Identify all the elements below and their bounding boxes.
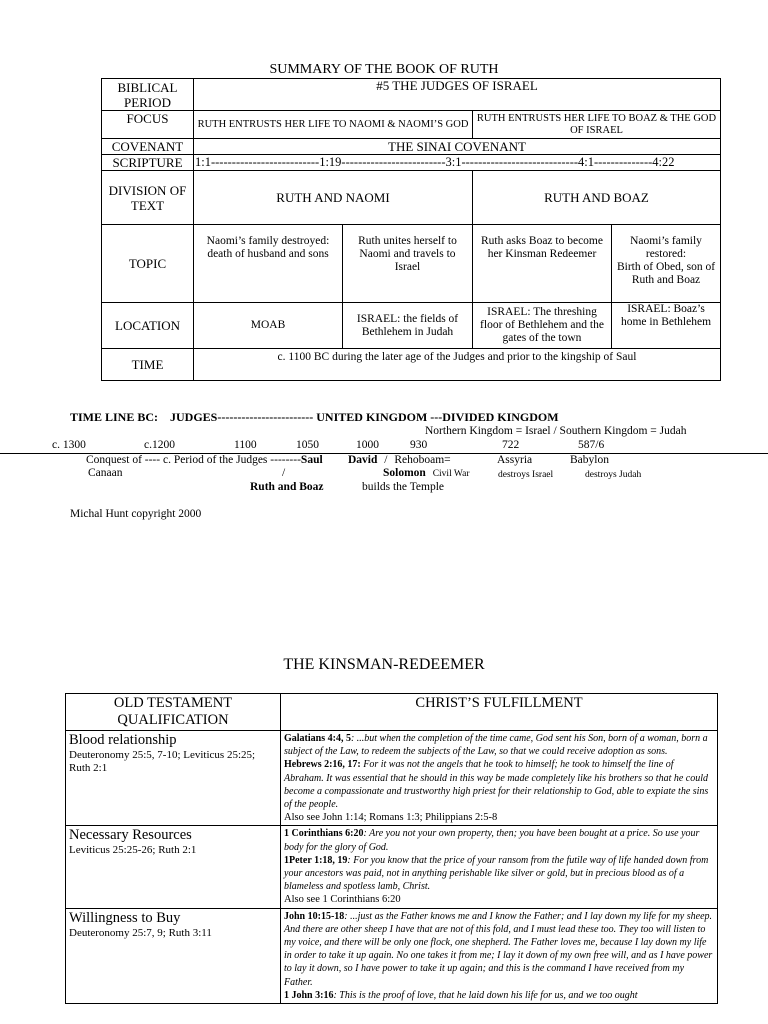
- qualification-refs: Deuteronomy 25:7, 9; Ruth 3:11: [69, 926, 212, 939]
- timeline-year: c.1200: [144, 439, 175, 451]
- division-2: RUTH AND BOAZ: [473, 171, 721, 225]
- qualification-cell: [66, 731, 281, 826]
- timeline-header: TIME LINE BC: JUDGES------------------------ UNITED KINGDOM ---DIVIDED KINGDOM: [70, 410, 559, 424]
- location-4: ISRAEL: Boaz’s home in Bethlehem: [612, 303, 721, 349]
- kingdom-split-note: Northern Kingdom = Israel / Southern Kingdom = Judah: [425, 425, 687, 437]
- scripture-quote: : Are you not your own property, then; you have been bought at a price. So use your body for the glory of God.: [284, 828, 700, 853]
- kinsman-redeemer-table: [65, 693, 718, 1004]
- babylon-label: Babylon: [570, 454, 609, 466]
- table-row: [66, 908, 718, 1003]
- conquest-text: Conquest of ---- c. Period of the Judges --------: [86, 454, 301, 466]
- timeline-david-row: [348, 454, 451, 466]
- scripture-quote: : For you know that the price of your ransom from the futile way of life handed down from your ancestors was paid, not in anything perishable like silver or gold, but in precious blood as of a blameless and spotless lamb, Christ.: [284, 854, 709, 893]
- qualification-refs: Deuteronomy 25:5, 7-10; Leviticus 25:25; Ruth 2:1: [69, 749, 256, 774]
- topic-4: [612, 225, 721, 303]
- page-title: SUMMARY OF THE BOOK OF RUTH: [269, 62, 499, 77]
- qualification-title: Blood relationship: [69, 732, 177, 748]
- qualification-title: Necessary Resources: [69, 827, 192, 844]
- david-slash: /: [384, 454, 388, 466]
- table-row: [66, 826, 718, 908]
- scripture-ref: 1 Corinthians 6:20: [284, 828, 364, 840]
- biblical-period-value: #5 THE JUDGES OF ISRAEL: [194, 79, 721, 111]
- timeline-year: 930: [410, 439, 428, 451]
- fulfillment-cell: [281, 908, 718, 1003]
- timeline-year: c. 1300: [52, 439, 86, 451]
- kinsman-redeemer-title: THE KINSMAN-REDEEMER: [283, 656, 485, 673]
- topic-1: Naomi’s family destroyed: death of husband and sons: [194, 225, 343, 303]
- covenant-value: THE SINAI COVENANT: [194, 139, 721, 155]
- canaan-label: Canaan: [88, 467, 123, 479]
- david-label: David: [348, 454, 378, 466]
- division-label: DIVISION OF TEXT: [102, 171, 194, 225]
- focus-2: RUTH ENTRUSTS HER LIFE TO BOAZ & THE GOD OF ISRAEL: [473, 111, 721, 139]
- location-3: ISRAEL: The threshing floor of Bethlehem and the gates of the town: [473, 303, 612, 349]
- topic-4-line-2: Birth of Obed, son of Ruth and Boaz: [616, 261, 716, 286]
- destroys-israel-label: destroys Israel: [498, 470, 554, 480]
- ruth-and-boaz-label: Ruth and Boaz: [250, 481, 324, 493]
- builds-temple-label: builds the Temple: [362, 481, 445, 493]
- scripture-ref: Hebrews 2:16, 17:: [284, 759, 361, 771]
- table-row: [66, 731, 718, 826]
- scripture-value: 1:1--------------------------1:19-------------------------3:1----------------------------4:1--------------4:22: [194, 155, 721, 171]
- topic-2: Ruth unites herself to Naomi and travels to Israel: [343, 225, 473, 303]
- topic-4-line-1: Naomi’s family restored:: [630, 235, 702, 260]
- timeline-year: 722: [502, 439, 520, 451]
- qualification-title: Willingness to Buy: [69, 909, 181, 926]
- copyright-notice: Michal Hunt copyright 2000: [70, 508, 202, 520]
- timeline-slash: /: [282, 467, 286, 479]
- scripture-ref: John 10:15-18: [284, 910, 345, 922]
- location-1: MOAB: [194, 303, 343, 349]
- scripture-ref: Galatians 4:4, 5: [284, 733, 351, 744]
- scripture-quote: : This is the proof of love, that he laid down his life for us, and we too ought: [333, 989, 638, 1001]
- timeline-solomon-row: [383, 467, 470, 479]
- fulfillment-cell: [281, 731, 718, 826]
- timeline-year: 1100: [234, 439, 257, 451]
- topic-3: Ruth asks Boaz to become her Kinsman Redeemer: [473, 225, 612, 303]
- scripture-quote: : ...but when the completion of the time came, God sent his Son, born of a woman, born a subject of the Law, to redeem the subjects of the Law, so that we could receive adoption as sons.: [284, 733, 708, 758]
- scripture-label: SCRIPTURE: [102, 155, 194, 171]
- covenant-label: COVENANT: [102, 139, 194, 155]
- timeline-year: 1000: [356, 439, 379, 451]
- division-1: RUTH AND NAOMI: [194, 171, 473, 225]
- qualification-cell: [66, 826, 281, 908]
- scripture-ref: 1 John 3:16: [284, 989, 334, 1001]
- saul-label: Saul: [300, 454, 323, 466]
- ruth-summary-table: [101, 78, 721, 381]
- fulfillment-cell: [281, 826, 718, 908]
- scripture-quote: : ...just as the Father knows me and I know the Father; and I lay down my life for my sheep. And there are other sheep I have that are not of this fold, and I must lead these too. They too will listen to my voice, and there will be only one flock, one shepherd. The Father loves me, because I lay down my life in order to take it up again. No one takes it from me; I lay it down of my own free will, and as I have power to lay it down, so I have power to take it up again; and this is the command I have received from my Father.: [284, 910, 713, 988]
- location-2: ISRAEL: the fields of Bethlehem in Judah: [343, 303, 473, 349]
- timeline-year: 1050: [296, 439, 319, 451]
- qualification-refs: Leviticus 25:25-26; Ruth 2:1: [69, 844, 197, 857]
- scripture-quote: For it was not the angels that he took to himself; he took to himself the line of Abraham. It was essential that he should in this way be made completely like his brothers so that he could become a compassionate and trustworthy high priest for their relationship to God, able to expiate the sins of the people.: [284, 759, 709, 811]
- topic-label: TOPIC: [102, 225, 194, 303]
- also-see-note: Also see John 1:14; Romans 1:3; Philippians 2:5-8: [284, 812, 498, 824]
- assyria-label: Assyria: [497, 454, 533, 466]
- col-header-qualification: OLD TESTAMENT QUALIFICATION: [66, 694, 281, 731]
- destroys-judah-label: destroys Judah: [585, 470, 642, 480]
- qualification-cell: [66, 908, 281, 1003]
- biblical-period-label: BIBLICAL PERIOD: [102, 79, 194, 111]
- also-see-note: Also see 1 Corinthians 6:20: [284, 894, 401, 906]
- civil-war-label: Civil War: [432, 469, 470, 479]
- timeline-conquest: [86, 454, 323, 466]
- col-header-fulfillment: CHRIST’S FULFILLMENT: [281, 694, 718, 731]
- rehoboam-label: Rehoboam=: [394, 454, 451, 466]
- solomon-label: Solomon: [383, 467, 426, 479]
- location-label: LOCATION: [102, 303, 194, 349]
- timeline-year: 587/6: [578, 439, 605, 451]
- focus-1: RUTH ENTRUSTS HER LIFE TO NAOMI & NAOMI’S GOD: [194, 111, 473, 139]
- scripture-ref: 1Peter 1:18, 19: [284, 854, 348, 866]
- focus-label: FOCUS: [102, 111, 194, 139]
- time-value: c. 1100 BC during the later age of the Judges and prior to the kingship of Saul: [194, 349, 721, 381]
- time-label: TIME: [102, 349, 194, 381]
